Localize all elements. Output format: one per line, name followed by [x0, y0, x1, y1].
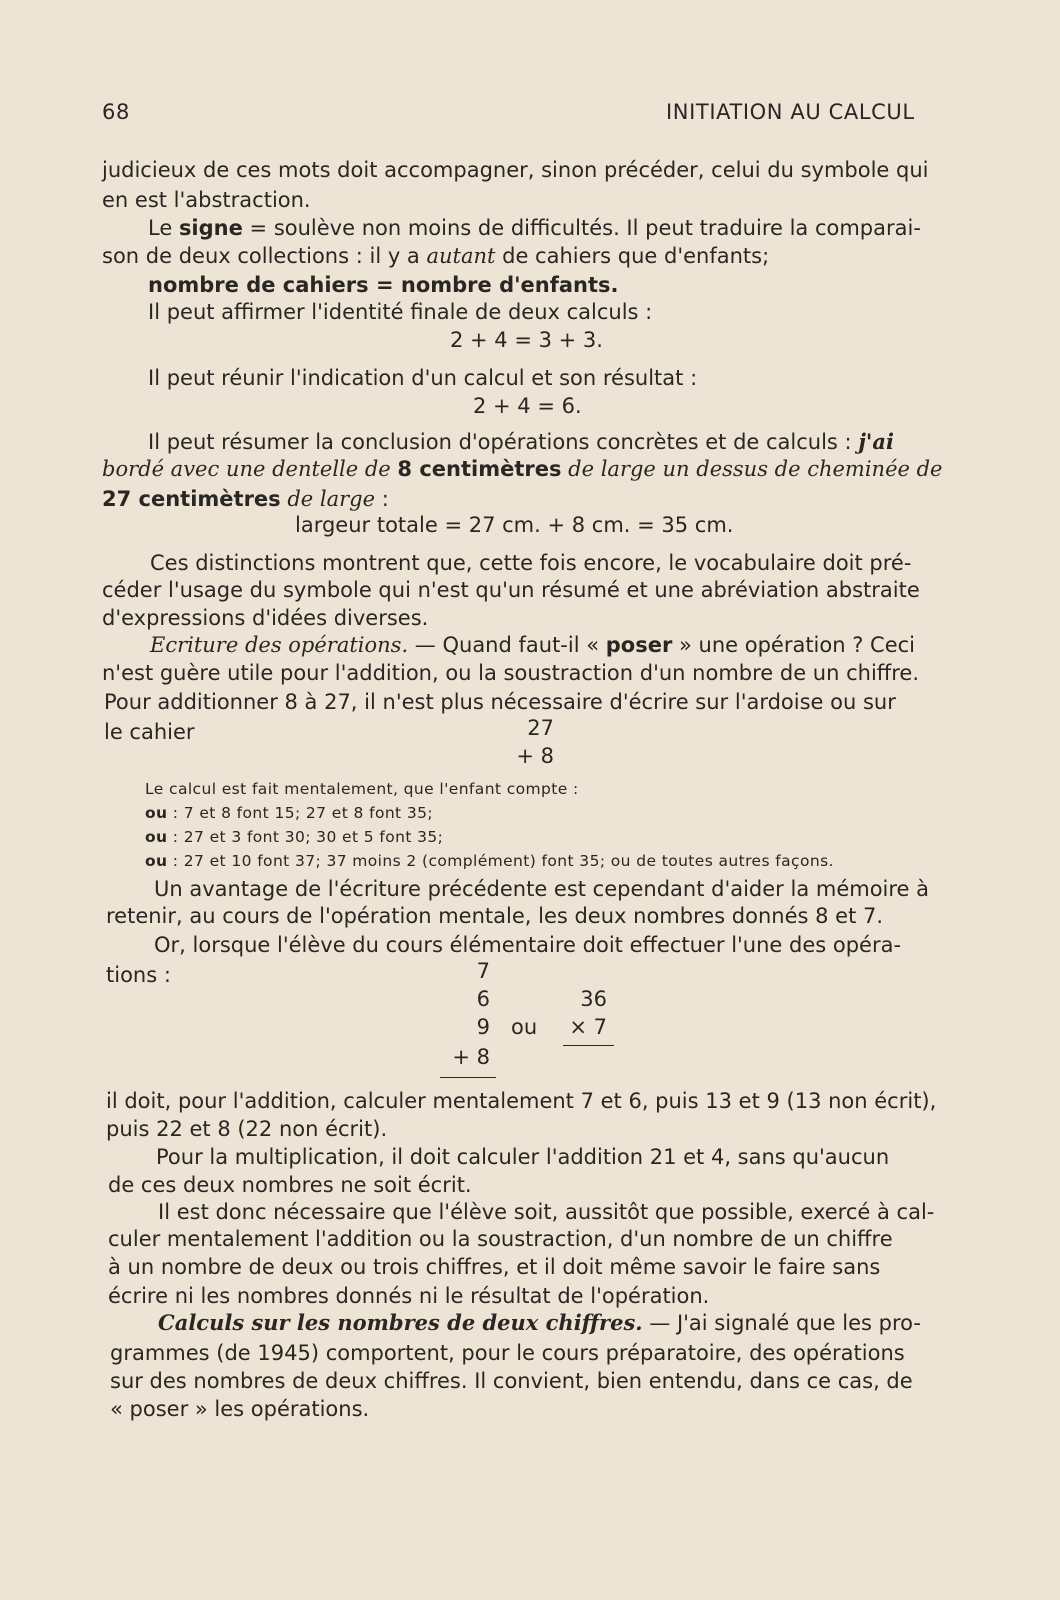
text-line: écrire ni les nombres donnés ni le résultat de l'opération. [108, 1284, 710, 1308]
equation: 2 + 4 = 3 + 3. [450, 328, 603, 352]
addition-operand: 9 [476, 1015, 490, 1039]
text-line: Il peut affirmer l'identité finale de deux calculs : [148, 300, 653, 324]
text-line: Pour la multiplication, il doit calculer l'addition 21 et 4, sans qu'aucun [156, 1145, 890, 1169]
section-heading-line: Ecriture des opérations. — Quand faut-il « poser » une opération ? Ceci [150, 633, 916, 657]
addition-operand: 6 [476, 987, 490, 1011]
text-line: en est l'abstraction. [102, 188, 311, 212]
section-heading-line: Calculs sur les nombres de deux chiffres. — J'ai signalé que les pro- [158, 1310, 921, 1335]
text-line: Il peut réunir l'indication d'un calcul et son résultat : [148, 366, 698, 390]
text-line: il doit, pour l'addition, calculer mentalement 7 et 6, puis 13 et 9 (13 non écrit), [106, 1089, 937, 1113]
bold-equation: nombre de cahiers = nombre d'enfants. [148, 273, 619, 297]
note-line: ou : 27 et 3 font 30; 30 et 5 font 35; [145, 828, 444, 846]
text-line: « poser » les opérations. [110, 1397, 370, 1421]
note-line: Le calcul est fait mentalement, que l'enfant compte : [145, 780, 579, 798]
text-line: Il est donc nécessaire que l'élève soit, aussitôt que possible, exercé à cal- [158, 1200, 935, 1224]
text-line: Un avantage de l'écriture précédente est cependant d'aider la mémoire à [154, 877, 930, 901]
text-line: à un nombre de deux ou trois chiffres, et il doit même savoir le faire sans [108, 1255, 881, 1279]
note-line: ou : 27 et 10 font 37; 37 moins 2 (complément) font 35; ou de toutes autres façons. [145, 852, 834, 870]
equation: 2 + 4 = 6. [473, 394, 582, 418]
operation-bottom: + 8 [516, 744, 554, 768]
addition-operand: + 8 [452, 1045, 490, 1069]
connector-word: ou [511, 1015, 538, 1039]
operation-top: 27 [527, 716, 554, 740]
multiplication-rule [563, 1045, 614, 1046]
addition-sum-rule [440, 1077, 496, 1078]
text-line: judicieux de ces mots doit accompagner, sinon précéder, celui du symbole qui [102, 158, 929, 182]
text-line: n'est guère utile pour l'addition, ou la soustraction d'un nombre de un chiffre. [102, 661, 920, 685]
text-line: céder l'usage du symbole qui n'est qu'un résumé et une abréviation abstraite [102, 578, 920, 602]
text-line: 27 centimètres de large : [102, 487, 389, 511]
text-line: son de deux collections : il y a autant de cahiers que d'enfants; [102, 244, 770, 268]
text-line: de ces deux nombres ne soit écrit. [108, 1173, 472, 1197]
note-line: ou : 7 et 8 font 15; 27 et 8 font 35; [145, 804, 434, 822]
multiplication-operand: × 7 [569, 1015, 607, 1039]
text-line: tions : [106, 963, 171, 987]
text-line: Le signe = soulève non moins de difficultés. Il peut traduire la comparai- [148, 216, 921, 240]
running-title: INITIATION AU CALCUL [666, 100, 915, 124]
addition-operand: 7 [476, 959, 490, 983]
multiplication-operand: 36 [580, 987, 607, 1011]
text-line: Or, lorsque l'élève du cours élémentaire doit effectuer l'une des opéra- [154, 933, 902, 957]
text-line: retenir, au cours de l'opération mentale, les deux nombres donnés 8 et 7. [106, 904, 884, 928]
text-line: Pour additionner 8 à 27, il n'est plus nécessaire d'écrire sur l'ardoise ou sur [104, 690, 896, 714]
text-line: d'expressions d'idées diverses. [102, 606, 429, 630]
text-line: grammes (de 1945) comportent, pour le cours préparatoire, des opérations [110, 1341, 905, 1365]
text-line: Il peut résumer la conclusion d'opérations concrètes et de calculs : j'ai [148, 429, 894, 454]
text-line: sur des nombres de deux chiffres. Il convient, bien entendu, dans ce cas, de [110, 1369, 913, 1393]
text-line: puis 22 et 8 (22 non écrit). [106, 1117, 388, 1141]
equation: largeur totale = 27 cm. + 8 cm. = 35 cm. [295, 513, 734, 537]
text-line: Ces distinctions montrent que, cette fois encore, le vocabulaire doit pré- [150, 551, 912, 575]
text-line: le cahier [104, 720, 195, 744]
text-line: culer mentalement l'addition ou la soustraction, d'un nombre de un chiffre [108, 1227, 893, 1251]
page-number: 68 [102, 100, 130, 124]
text-line: bordé avec une dentelle de 8 centimètres de large un dessus de cheminée de [102, 457, 943, 481]
